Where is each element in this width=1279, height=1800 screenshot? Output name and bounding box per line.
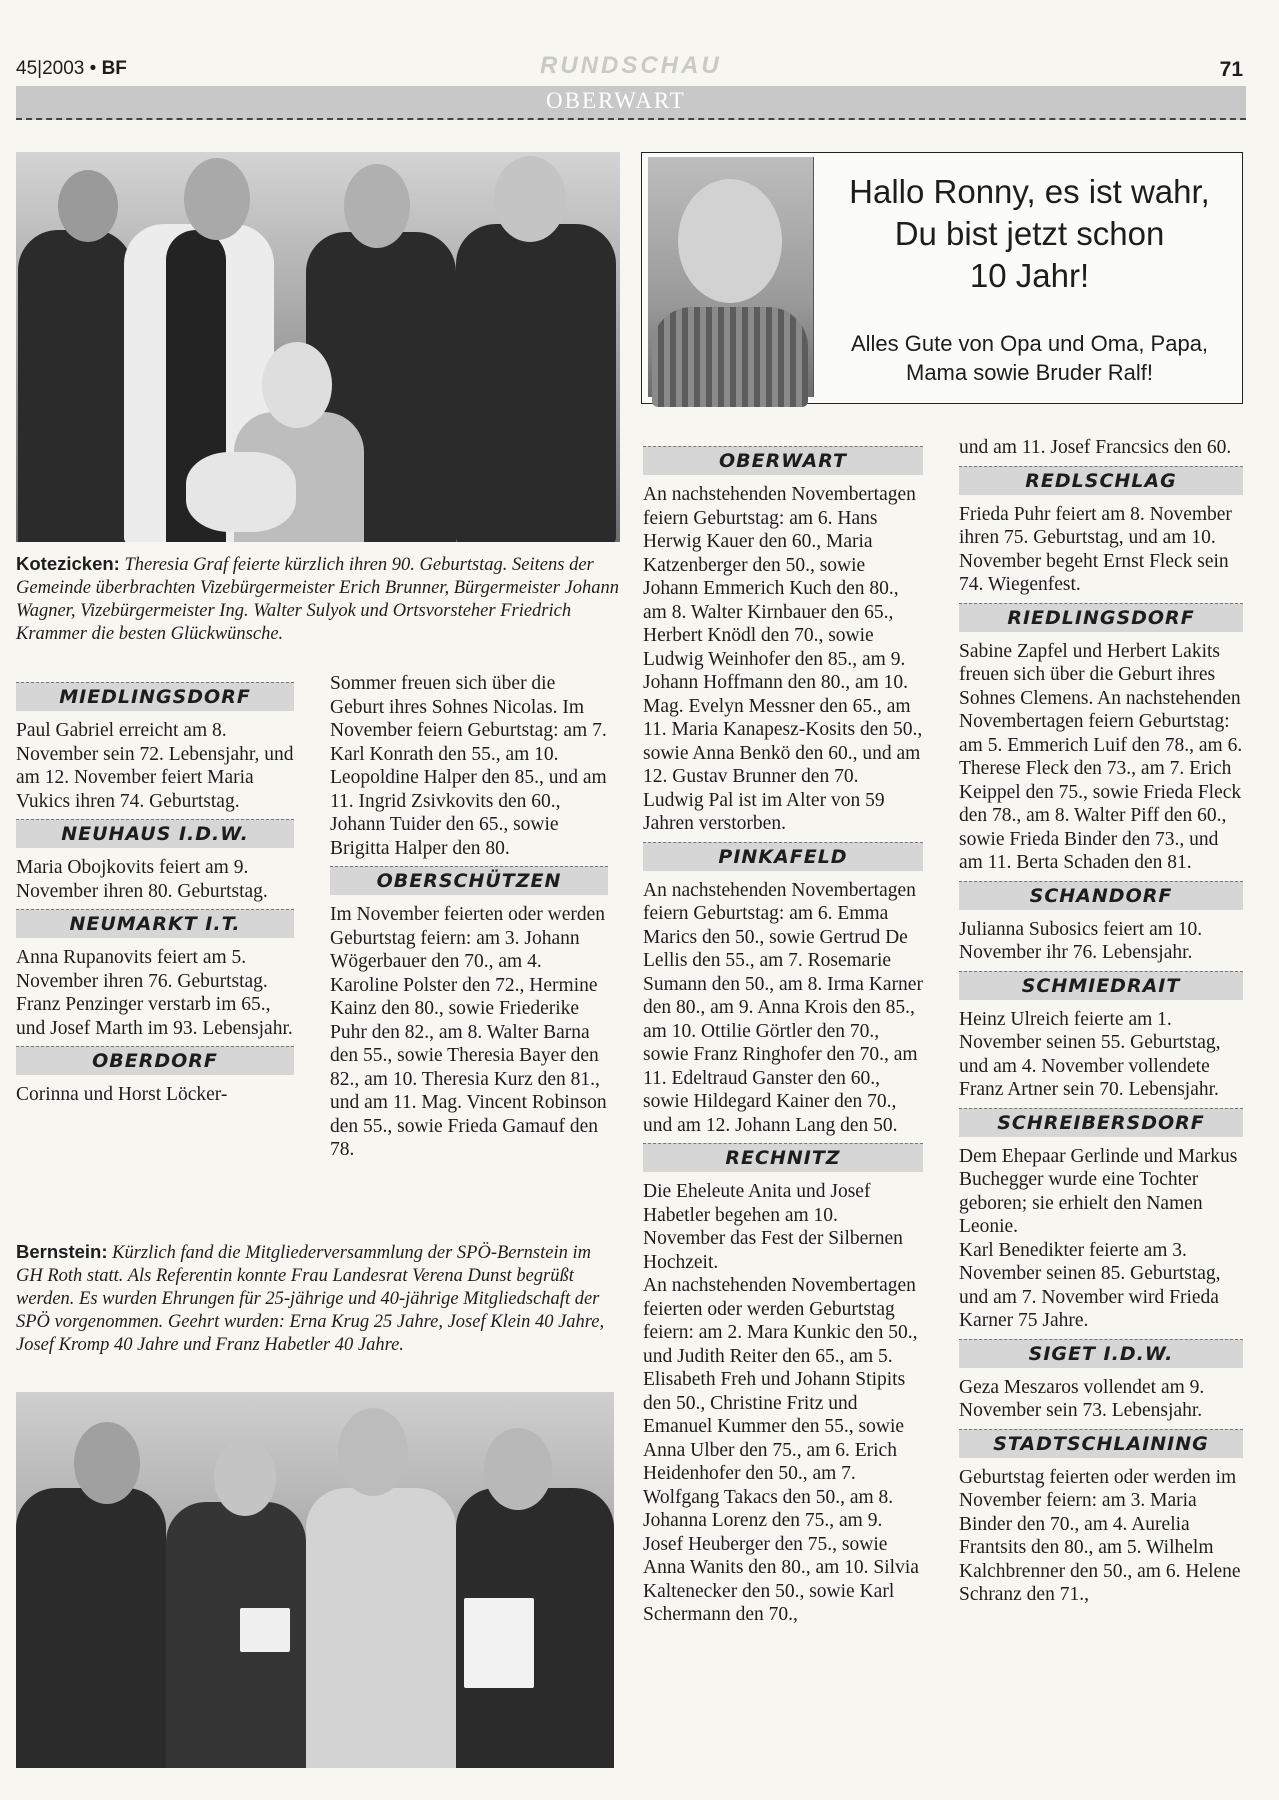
article-text: An nachstehenden Novembertagen feiern Geburtstag: am 6. Hans Herwig Kauer den 60., Maria Katzenberger den 50., sowie Johann Emmerich Kuch den 80., am 8. Walter Kirnbauer den 65., Herbert Knödl den 70., sowie Ludwig Weinhofer den 85., am 9. Johann Hoffmann den 80., am 10. Mag. Evelyn Messner den 65., am 11. Maria Kanapesz-Kosits den 50., sowie Anna Benkö den 60., und am 12. Gustav Brunner den 70. Ludwig Pal ist im Alter von 59 Jahren verstorben.	[643, 484, 923, 834]
region-title: OBERWART	[546, 88, 686, 113]
person-head	[494, 156, 566, 242]
certificate	[464, 1598, 534, 1688]
page-number: 71	[1219, 58, 1243, 81]
article-text: Geza Meszaros vollendet am 9. November sein 73. Lebensjahr.	[959, 1376, 1205, 1421]
region-banner	[16, 86, 1246, 120]
greeting-signature	[822, 329, 1237, 387]
section-heading: SCHANDORF	[959, 881, 1243, 910]
column-2	[330, 672, 608, 1162]
article-text: Im November feierten oder werden Geburtstag feiern: am 3. Johann Wögerbauer den 70., am 4. Karoline Polster den 72., Hermine Kainz den 80., sowie Friederike Puhr den 82., am 8. Walter Barna den 55., sowie Theresia Bayer den 82., am 10. Theresia Kurz den 81., und am 11. Mag. Vincent Robinson den 55., sowie Frieda Gamauf den 78.	[330, 904, 607, 1160]
article-text: Geburtstag feierten oder werden im November feiern: am 3. Maria Binder den 70., am 4. Aurelia Frantsits den 80., am 5. Wilhelm Kalchbrenner den 50., am 6. Helene Schranz den 71.,	[959, 1466, 1241, 1605]
child-shirt	[652, 307, 808, 407]
issue-label: 45|2003 • BF	[16, 58, 127, 79]
greeting-box	[641, 152, 1243, 404]
person-head	[338, 1408, 408, 1496]
section-heading: NEUHAUS I.D.W.	[16, 819, 294, 848]
article-text: Anna Rupanovits feiert am 5. November ihren 76. Geburtstag.	[16, 947, 268, 992]
article-text: Die Eheleute Anita und Josef Habetler begehen am 10. November das Fest der Silbernen Hochzeit.	[643, 1181, 903, 1273]
person-head	[58, 170, 118, 242]
caption-text: Theresia Graf feierte kürzlich ihren 90. Geburtstag. Seitens der Gemeinde überbrachten Vizebürgermeister Erich Brunner, Bürgermeister Johann Wagner, Vizebürgermeister Ing. Walter Sulyok und Ortsvorsteher Friedrich Krammer die besten Glückwünsche.	[16, 555, 620, 644]
section-heading: SIGET I.D.W.	[959, 1339, 1243, 1368]
person-figure	[18, 230, 133, 542]
person-figure	[306, 1488, 456, 1768]
section-heading: MIEDLINGSDORF	[16, 682, 294, 711]
article-text: Heinz Ulreich feierte am 1. November seinen 55. Geburtstag, und am 4. November vollendete Franz Artner sein 70. Lebensjahr.	[959, 1008, 1221, 1100]
section-heading: SCHMIEDRAIT	[959, 971, 1243, 1000]
caption-place: Bernstein:	[16, 1241, 108, 1262]
person-head	[484, 1428, 552, 1510]
flowers	[186, 452, 296, 532]
person-head	[214, 1440, 276, 1516]
greeting-line: Alles Gute von Opa und Oma, Papa,	[850, 331, 1209, 356]
section-heading: NEUMARKT I.T.	[16, 909, 294, 938]
section-heading: RECHNITZ	[643, 1143, 923, 1172]
article-text: Karl Benedikter feierte am 3. November seinen 85. Geburtstag, und am 7. November wird Frieda Karner 75 Jahre.	[959, 1239, 1221, 1331]
section-heading: OBERDORF	[16, 1046, 294, 1075]
article-text: Corinna und Horst Löcker-	[16, 1084, 228, 1105]
greeting-headline	[822, 171, 1237, 297]
person-head	[184, 158, 250, 240]
article-text: Sabine Zapfel und Herbert Lakits freuen sich über die Geburt ihres Sohnes Clemens. An nachstehenden Novembertagen feiern Geburtstag: am 5. Emmerich Luif den 78., am 6. Therese Fleck den 73., am 7. Erich Keippel den 75., sowie Frieda Fleck den 78., am 8. Walter Piff den 60., sowie Frieda Binder den 73., und am 11. Berta Schaden den 81.	[959, 640, 1243, 873]
article-text: und am 11. Josef Francsics den 60.	[959, 437, 1232, 458]
section-heading: REDLSCHLAG	[959, 466, 1243, 495]
greeting-line: Hallo Ronny, es ist wahr,	[849, 173, 1210, 210]
caption-place: Kotezicken:	[16, 553, 120, 574]
column-1	[16, 676, 294, 1107]
person-figure	[16, 1488, 166, 1768]
certificate	[240, 1608, 290, 1652]
column-3	[643, 440, 923, 1627]
brand-label: BF	[101, 58, 127, 79]
photo-kotezicken	[16, 152, 620, 542]
section-heading: OBERWART	[643, 446, 923, 475]
caption-kotezicken	[16, 552, 620, 646]
column-4	[959, 436, 1243, 1607]
section-heading: OBERSCHÜTZEN	[330, 866, 608, 895]
greeting-line: 10 Jahr!	[969, 257, 1090, 294]
caption-text: Kürzlich fand die Mitgliederversammlung der SPÖ-Bernstein im GH Roth statt. Als Referentin konnte Frau Landesrat Verena Dunst begrüßt werden. Es wurden Ehrungen für 25-jährige und 40-jährige Mitgliedschaft der SPÖ vorgenommen. Geehrt wurden: Erna Krug 25 Jahre, Josef Klein 40 Jahre, Josef Kromp 40 Jahre und Franz Habetler 40 Jahre.	[16, 1243, 605, 1355]
article-text: An nachstehenden Novembertagen feiern Geburtstag: am 6. Emma Marics den 50., sowie Gertrud De Lellis den 55., am 7. Rosemarie Sumann den 50., am 8. Irma Karner den 80., am 9. Anna Krois den 85., am 10. Ottilie Görtler den 70., sowie Franz Ringhofer den 70., am 11. Edeltraud Ganster den 60., sowie Hildegard Kainer den 70., und am 12. Johann Lang den 50.	[643, 879, 923, 1136]
article-text: Dem Ehepaar Gerlinde und Markus Buchegger wurde eine Tochter geboren; sie erhielt den Namen Leonie.	[959, 1145, 1238, 1237]
section-heading: RIEDLINGSDORF	[959, 603, 1243, 632]
article-text: Paul Gabriel erreicht am 8. November sein 72. Lebensjahr, und am 12. November feiert Maria Vukics ihren 74. Geburtstag.	[16, 720, 294, 812]
caption-bernstein	[16, 1240, 614, 1357]
section-heading: STADTSCHLAINING	[959, 1429, 1243, 1458]
article-text: Julianna Subosics feiert am 10. November ihr 76. Lebensjahr.	[959, 918, 1203, 963]
article-text: Maria Obojkovits feiert am 9. November ihren 80. Geburtstag.	[16, 857, 268, 902]
section-label: RUNDSCHAU	[540, 52, 722, 79]
child-head	[678, 179, 782, 303]
article-text: Sommer freuen sich über die Geburt ihres Sohnes Nicolas. Im November feiern Geburtstag: am 7. Karl Konrath den 55., am 10. Leopoldine Halper den 85., und am 11. Ingrid Zsivkovits den 60., Johann Tuider den 65., sowie Brigitta Halper den 80.	[330, 673, 607, 859]
person-figure	[456, 224, 616, 542]
article-text: Franz Penzinger verstarb im 65., und Josef Marth im 93. Lebensjahr.	[16, 994, 293, 1039]
greeting-line: Du bist jetzt schon	[894, 215, 1165, 252]
person-head	[262, 342, 332, 428]
section-heading: PINKAFELD	[643, 842, 923, 871]
photo-bernstein	[16, 1392, 614, 1768]
section-heading: SCHREIBERSDORF	[959, 1108, 1243, 1137]
child-photo	[648, 157, 814, 397]
article-text: An nachstehenden Novembertagen feierten oder werden Geburtstag feiern: am 2. Mara Kunkic den 50., und Judith Reiter den 65., am 5. Elisabeth Freh und Johann Stipits den 50., Christine Fritz und Emanuel Kummer den 55., sowie Anna Ulber den 75., am 6. Erich Heidenhofer den 50., am 7. Wolfgang Takacs den 50., am 8. Johanna Lorenz den 75., am 9. Josef Heuberger den 75., sowie Anna Wanits den 80., am 10. Silvia Kaltenecker den 50., sowie Karl Schermann den 70.,	[643, 1275, 919, 1625]
greeting-line: Mama sowie Bruder Ralf!	[906, 360, 1153, 385]
article-text: Frieda Puhr feiert am 8. November ihren 75. Geburtstag, und am 10. November begeht Ernst Fleck sein 74. Wiegenfest.	[959, 503, 1232, 595]
person-head	[74, 1422, 140, 1504]
person-head	[344, 164, 410, 248]
